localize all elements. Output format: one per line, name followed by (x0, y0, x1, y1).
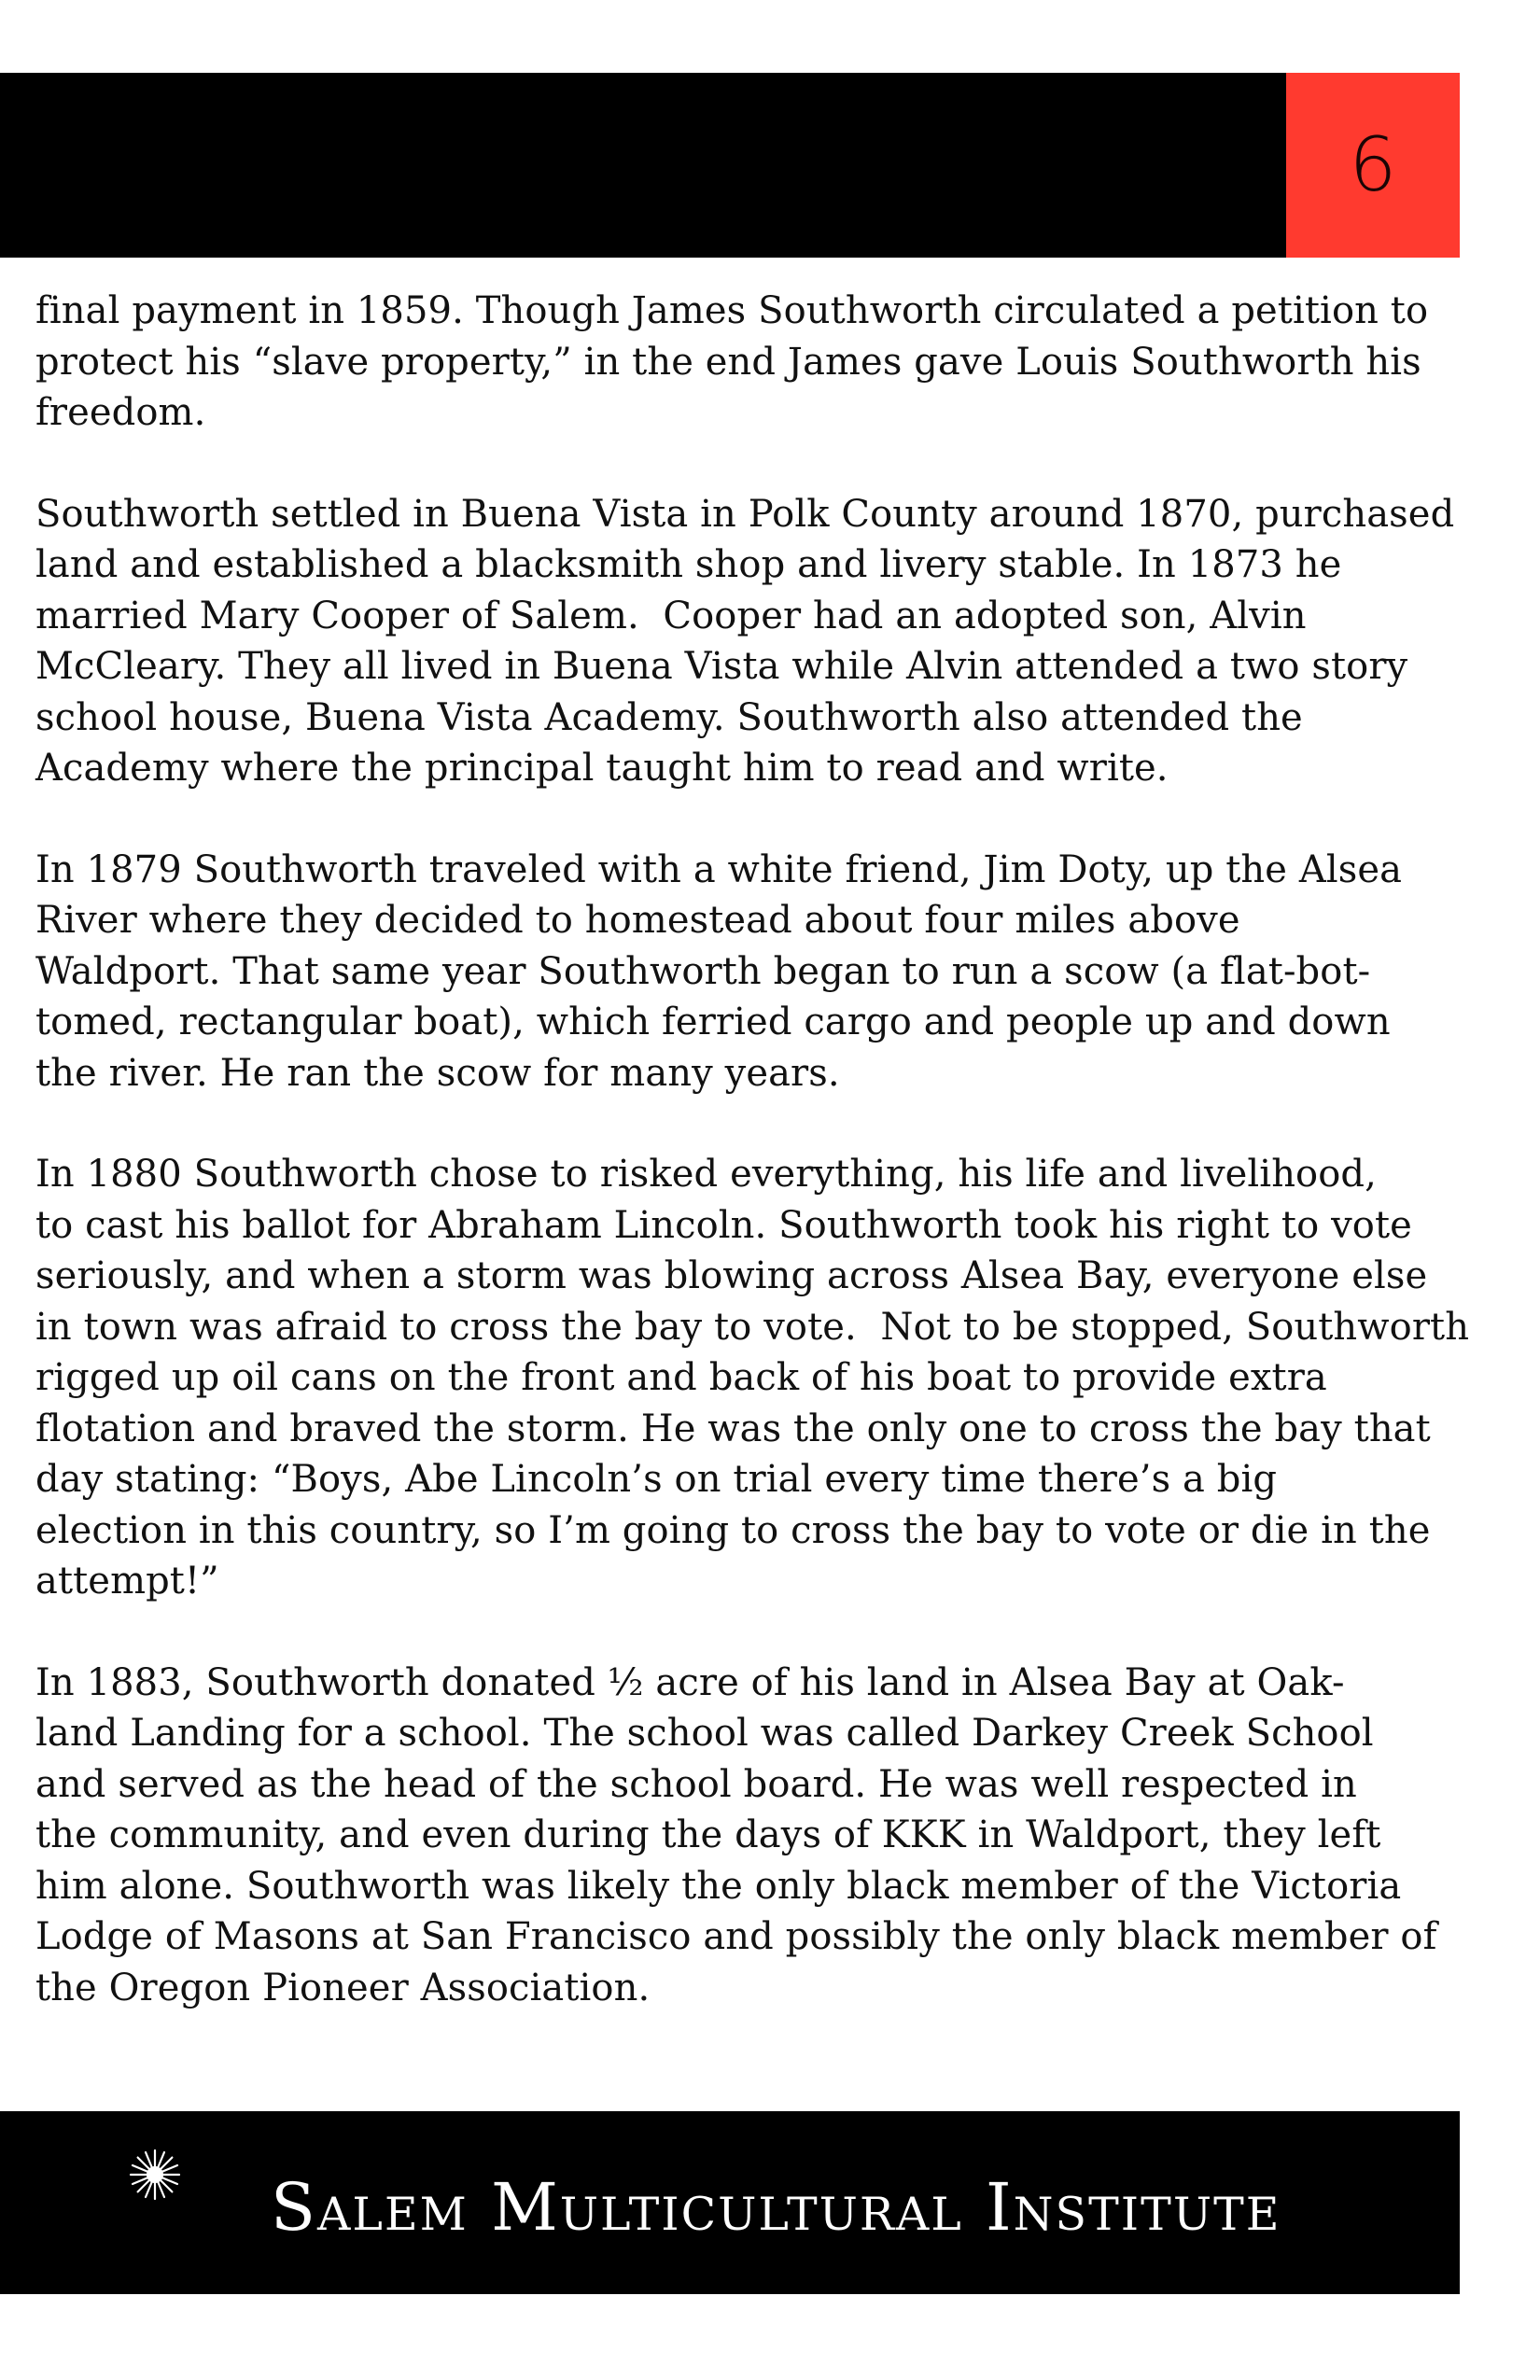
paragraph (35, 1658, 1463, 2014)
text-line: married Mary Cooper of Salem. Cooper had an adopted son, Alvin (35, 594, 1307, 637)
text-line: flotation and braved the storm. He was the only one to cross the bay that (35, 1407, 1431, 1450)
paragraph (35, 1149, 1470, 1607)
text-line: Lodge of Masons at San Francisco and possibly the only black member of (35, 1915, 1437, 1958)
text-line: rigged up oil cans on the front and back of his boat to provide extra (35, 1356, 1327, 1399)
page-number-box (1286, 73, 1460, 258)
page-number: 6 (1349, 121, 1397, 208)
text-line: McCleary. They all lived in Buena Vista while Alvin attended a two story (35, 645, 1408, 688)
text-line: In 1879 Southworth traveled with a white friend, Jim Doty, up the Alsea (35, 847, 1403, 891)
text-line: In 1880 Southworth chose to risked everything, his life and livelihood, (35, 1153, 1377, 1196)
text-line: the community, and even during the days of KKK in Waldport, they left (35, 1813, 1381, 1856)
article-body (35, 286, 1470, 2064)
organization-name: Salem Multicultural Institute (271, 2169, 1281, 2246)
text-line: school house, Buena Vista Academy. Southworth also attended the (35, 695, 1303, 739)
text-line: seriously, and when a storm was blowing across Alsea Bay, everyone else (35, 1254, 1428, 1297)
text-line: Waldport. That same year Southworth began to run a scow (a flat-bot- (35, 949, 1371, 993)
text-line: the river. He ran the scow for many years. (35, 1051, 840, 1095)
text-line: attempt!” (35, 1560, 219, 1603)
header-bar (0, 73, 1286, 258)
text-line: tomed, rectangular boat), which ferried cargo and people up and down (35, 1001, 1391, 1043)
text-line: Southworth settled in Buena Vista in Polk County around 1870, purchased (35, 492, 1455, 536)
text-line: River where they decided to homestead about four miles above (35, 899, 1240, 942)
text-line: In 1883, Southworth donated ½ acre of his land in Alsea Bay at Oak- (35, 1660, 1345, 1704)
text-line: to cast his ballot for Abraham Lincoln. Southworth took his right to vote (35, 1203, 1412, 1247)
text-line: protect his “slave property,” in the end James gave Louis Southworth his (35, 340, 1421, 384)
text-line: final payment in 1859. Though James Southworth circulated a petition to (35, 289, 1429, 332)
text-line: the Oregon Pioneer Association. (35, 1966, 651, 2009)
text-line: and served as the head of the school board. He was well respected in (35, 1762, 1357, 1806)
text-line: freedom. (35, 391, 206, 434)
text-line: in town was afraid to cross the bay to vote. Not to be stopped, Southworth (35, 1305, 1470, 1349)
paragraph (35, 489, 1463, 794)
text-line: election in this country, so I’m going to cross the bay to vote or die in the (35, 1508, 1431, 1552)
text-line: day stating: “Boys, Abe Lincoln’s on trial every time there’s a big (35, 1458, 1278, 1501)
text-line: Academy where the principal taught him to read and write. (35, 747, 1169, 790)
sun-icon (127, 2147, 183, 2203)
text-line: him alone. Southworth was likely the only black member of the Victoria (35, 1864, 1402, 1908)
text-line: land and established a blacksmith shop and livery stable. In 1873 he (35, 543, 1342, 586)
paragraph (35, 286, 1463, 439)
paragraph (35, 845, 1463, 1099)
text-line: land Landing for a school. The school was called Darkey Creek School (35, 1712, 1374, 1755)
